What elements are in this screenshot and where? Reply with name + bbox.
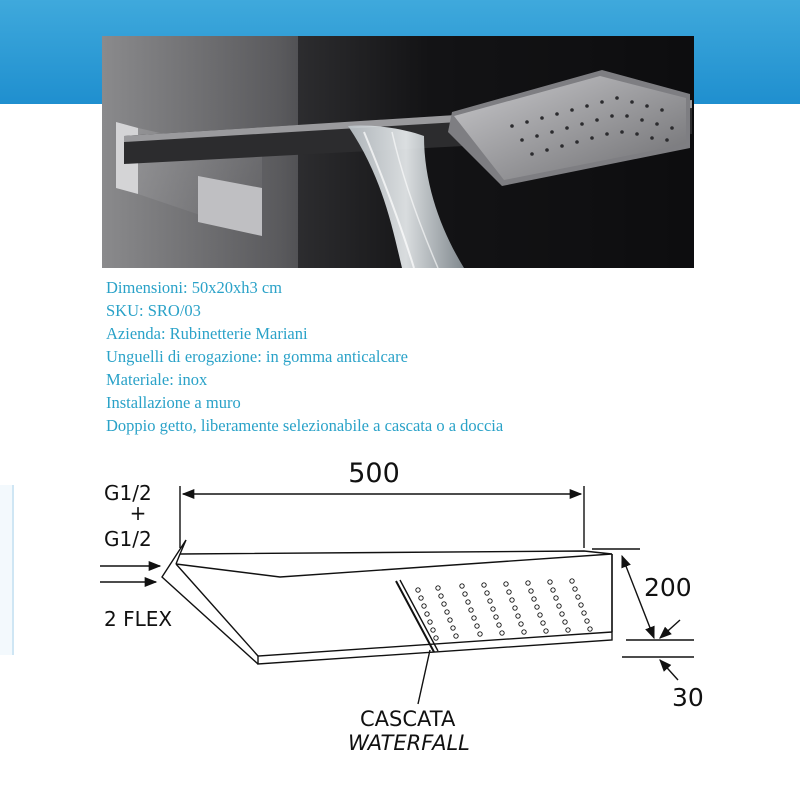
inlet-label-bottom: G1/2 xyxy=(104,527,152,551)
flex-label: 2 FLEX xyxy=(104,607,173,631)
cascata-leader xyxy=(418,650,430,704)
spec-nozzles: Unguelli di erogazione: in gomma anticalcare xyxy=(106,347,408,366)
body-outline xyxy=(258,554,612,664)
dimension-arrow-height-bottom xyxy=(660,660,678,680)
spec-dual-jet: Doppio getto, liberamente selezionabile a cascata o a doccia xyxy=(106,416,504,435)
spec-installation: Installazione a muro xyxy=(106,393,241,412)
product-specs xyxy=(106,276,503,437)
bracket-edge xyxy=(176,564,258,656)
waterfall-slot xyxy=(396,581,434,652)
dimension-arrow-height-top xyxy=(660,620,680,638)
length-label: 500 xyxy=(348,458,400,489)
inlet-plus: + xyxy=(129,501,147,525)
top-face-outline xyxy=(176,551,612,577)
technical-drawing xyxy=(0,440,800,800)
waterfall-label: WATERFALL xyxy=(348,731,470,755)
spec-dimensions: Dimensioni: 50x20xh3 cm xyxy=(106,278,282,297)
product-photo xyxy=(102,36,694,268)
depth-label: 200 xyxy=(644,573,692,602)
inlet-label-top: G1/2 xyxy=(104,481,152,505)
spec-material: Materiale: inox xyxy=(106,370,208,389)
nozzle-holes xyxy=(416,579,592,640)
spec-sku: SKU: SRO/03 xyxy=(106,301,201,320)
waterfall-slot-edge xyxy=(400,580,438,651)
shower-head-image xyxy=(102,36,694,268)
spec-company: Azienda: Rubinetterie Mariani xyxy=(106,324,308,343)
height-label: 30 xyxy=(672,683,704,712)
cascata-label: CASCATA xyxy=(360,707,456,731)
